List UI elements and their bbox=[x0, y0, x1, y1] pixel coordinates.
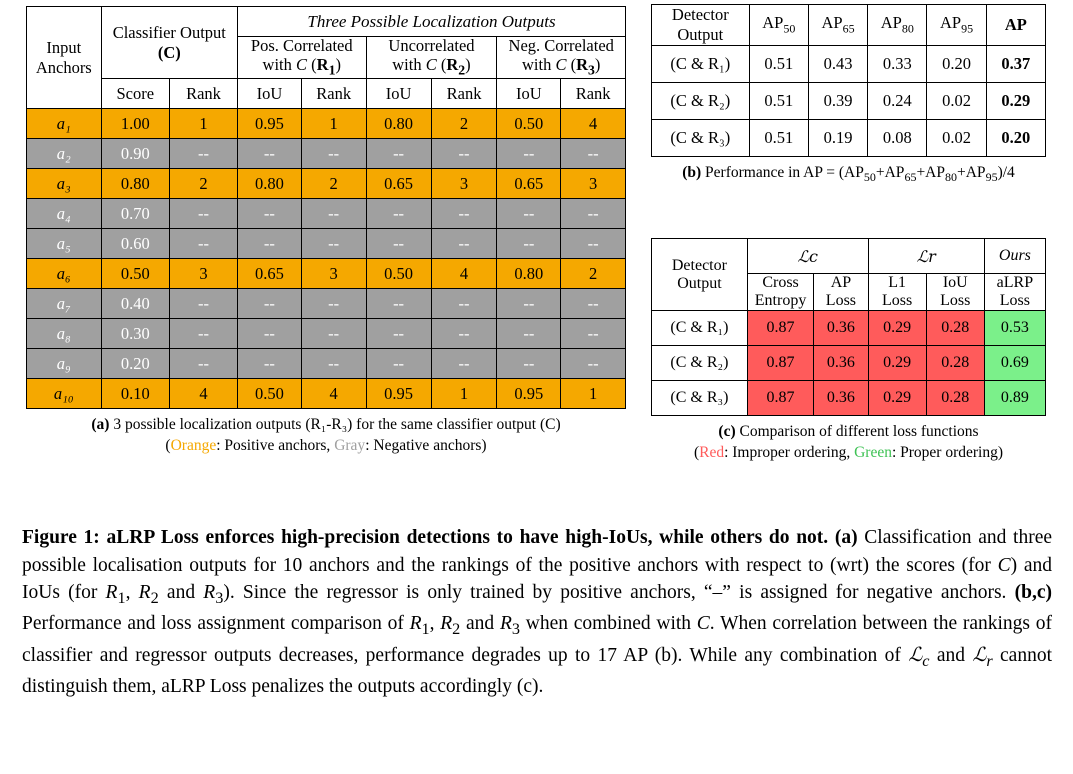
rank-r3: 1 bbox=[561, 379, 626, 409]
anchor-label: a₈ bbox=[27, 319, 102, 349]
header-rank-2: Rank bbox=[431, 79, 497, 109]
cross-entropy-value: 0.87 bbox=[747, 346, 813, 381]
score-value: 0.50 bbox=[101, 259, 169, 289]
ap-value: 0.37 bbox=[986, 46, 1045, 83]
alrp-loss-value: 0.69 bbox=[984, 346, 1045, 381]
classifier-rank: -- bbox=[170, 139, 238, 169]
anchor-label: a₉ bbox=[27, 349, 102, 379]
rank-r2: 2 bbox=[431, 109, 497, 139]
header-rank-1: Rank bbox=[301, 79, 366, 109]
header-ce-line1: Cross bbox=[762, 274, 799, 291]
header-loc-r1-line1: Pos. Correlated bbox=[250, 36, 353, 55]
classifier-rank: -- bbox=[170, 319, 238, 349]
iou-r3: -- bbox=[497, 319, 561, 349]
rank-r2: -- bbox=[431, 349, 497, 379]
subfigure-b bbox=[651, 4, 1046, 185]
ap50-value: 0.51 bbox=[749, 83, 808, 120]
anchor-label: a₃ bbox=[27, 169, 102, 199]
header-ap-line1: AP bbox=[830, 274, 852, 291]
header-ap50: $AP_{50}$ bbox=[749, 5, 808, 46]
ap95-value: 0.02 bbox=[927, 120, 986, 157]
iou-r1: 0.80 bbox=[238, 169, 302, 199]
rank-r3: 3 bbox=[561, 169, 626, 199]
header-input-anchors-line1: Input bbox=[46, 37, 82, 57]
loss-comparison-body bbox=[652, 311, 1046, 416]
iou-r3: -- bbox=[497, 139, 561, 169]
rank-r1: 1 bbox=[301, 109, 366, 139]
ap80-value: 0.24 bbox=[868, 83, 927, 120]
iou-r2: -- bbox=[366, 229, 431, 259]
iou-r2: -- bbox=[366, 349, 431, 379]
subfigure-a-caption bbox=[26, 415, 626, 457]
iou-r2: -- bbox=[366, 319, 431, 349]
iou-r2: 0.65 bbox=[366, 169, 431, 199]
header-group-lc: ℒc bbox=[747, 239, 868, 274]
rank-r1: 4 bbox=[301, 379, 366, 409]
legend-gray: Gray bbox=[334, 437, 366, 454]
detector-output-label: (C & R₁) bbox=[652, 46, 750, 83]
header-input-anchors bbox=[27, 7, 102, 109]
classifier-rank: 3 bbox=[170, 259, 238, 289]
alrp-loss-value: 0.53 bbox=[984, 311, 1045, 346]
table-row bbox=[27, 259, 626, 289]
ap80-value: 0.33 bbox=[868, 46, 927, 83]
header-detector-line2: Output bbox=[677, 274, 722, 292]
header-ap-line2: Loss bbox=[825, 292, 857, 309]
rank-r1: -- bbox=[301, 199, 366, 229]
header-ap65: $AP_{65}$ bbox=[808, 5, 867, 46]
header-loc-r1-line2: with C $(R_1)$ bbox=[262, 54, 341, 78]
rank-r1: -- bbox=[301, 319, 366, 349]
l1-loss-value: 0.29 bbox=[868, 346, 926, 381]
classifier-rank: -- bbox=[170, 289, 238, 319]
header-iou-1: IoU bbox=[238, 79, 302, 109]
header-iou-2: IoU bbox=[366, 79, 431, 109]
iou-r3: 0.50 bbox=[497, 109, 561, 139]
table-header-row-1 bbox=[27, 7, 626, 37]
header-cross-entropy bbox=[747, 274, 813, 311]
header-ap80: $AP_{80}$ bbox=[868, 5, 927, 46]
figure-caption-a-label: (a) bbox=[834, 527, 858, 548]
subfigure-b-caption: (b) Performance in AP = $(AP_{50}+AP_{65}+AP_{80}+AP_{95})/4$ bbox=[682, 164, 1015, 185]
classifier-rank: -- bbox=[170, 349, 238, 379]
ap-loss-value: 0.36 bbox=[814, 381, 868, 416]
iou-r3: 0.80 bbox=[497, 259, 561, 289]
iou-r2: 0.80 bbox=[366, 109, 431, 139]
anchor-label: a₂ bbox=[27, 139, 102, 169]
header-alrp-loss bbox=[984, 274, 1045, 311]
subfigure-a bbox=[26, 6, 626, 457]
rank-r1: -- bbox=[301, 139, 366, 169]
score-value: 0.60 bbox=[101, 229, 169, 259]
iou-r3: -- bbox=[497, 199, 561, 229]
header-iou-3: IoU bbox=[497, 79, 561, 109]
l1-loss-value: 0.29 bbox=[868, 381, 926, 416]
legend-red: Red bbox=[699, 443, 725, 461]
header-detector-output bbox=[652, 5, 750, 46]
iou-r2: 0.95 bbox=[366, 379, 431, 409]
table-row bbox=[652, 346, 1046, 381]
figure-caption-bc-text: Performance and loss assignment comparison of $R_1$, $R_2$ and $R_3$ when combined with C. When correlation between the rankings of classifier and regressor outputs decreases, performance degrades up to 17 AP (b). While any combination of ℒ$_c$ and ℒ$_r$ cannot distinguish them, aLRP Loss penalizes the outputs accordingly (c). bbox=[22, 613, 1053, 698]
rank-r2: -- bbox=[431, 319, 497, 349]
header-classifier-symbol: (C) bbox=[157, 42, 181, 62]
iou-r2: -- bbox=[366, 139, 431, 169]
iou-r1: -- bbox=[238, 289, 302, 319]
rank-r3: -- bbox=[561, 289, 626, 319]
header-crank: Rank bbox=[170, 79, 238, 109]
subfigure-a-caption-main: (a) 3 possible localization outputs (R₁-R₃) for the same classifier output (C) bbox=[91, 416, 561, 434]
rank-r3: 2 bbox=[561, 259, 626, 289]
iou-r1: -- bbox=[238, 349, 302, 379]
table-header-row-3 bbox=[27, 79, 626, 109]
anchor-label: a₅ bbox=[27, 229, 102, 259]
header-l1-line1: L1 bbox=[888, 274, 907, 291]
header-detector-line1: Detector bbox=[671, 5, 729, 24]
iou-r1: 0.65 bbox=[238, 259, 302, 289]
header-loc-r2-line2: with C $(R_2)$ bbox=[392, 54, 471, 78]
iou-r2: -- bbox=[366, 289, 431, 319]
table-row bbox=[27, 379, 626, 409]
classifier-rank: -- bbox=[170, 199, 238, 229]
rank-r3: -- bbox=[561, 349, 626, 379]
figure-caption bbox=[22, 524, 1052, 701]
rank-r1: -- bbox=[301, 289, 366, 319]
table-row bbox=[27, 139, 626, 169]
classifier-rank: 4 bbox=[170, 379, 238, 409]
rank-r1: -- bbox=[301, 229, 366, 259]
header-l1-loss bbox=[868, 274, 926, 311]
header-classifier-output bbox=[101, 7, 237, 79]
score-value: 0.40 bbox=[101, 289, 169, 319]
legend-green: Green bbox=[854, 443, 892, 461]
iou-r1: -- bbox=[238, 139, 302, 169]
header-localization-group: Three Possible Localization Outputs bbox=[238, 7, 626, 37]
header-rank-3: Rank bbox=[561, 79, 626, 109]
ap-value: 0.29 bbox=[986, 83, 1045, 120]
header-input-anchors-line2: Anchors bbox=[35, 57, 92, 77]
iou-r1: -- bbox=[238, 229, 302, 259]
ap95-value: 0.02 bbox=[927, 83, 986, 120]
detector-output-label: (C & R₂) bbox=[652, 346, 748, 381]
cross-entropy-value: 0.87 bbox=[747, 381, 813, 416]
anchor-table-body bbox=[27, 109, 626, 409]
header-detector-line2: Output bbox=[677, 25, 724, 44]
ap50-value: 0.51 bbox=[749, 46, 808, 83]
figure-caption-bc-label: (b,c) bbox=[1014, 582, 1052, 604]
subfigure-c-caption-legend: (Red: Improper ordering, Green: Proper ordering) bbox=[693, 443, 1004, 461]
header-l1-line2: Loss bbox=[882, 292, 913, 309]
score-value: 0.90 bbox=[101, 139, 169, 169]
ap-value: 0.20 bbox=[986, 120, 1045, 157]
table-row bbox=[27, 169, 626, 199]
table-row bbox=[652, 120, 1046, 157]
header-loc-r3 bbox=[497, 37, 626, 79]
subfigure-a-caption-legend: (Orange: Positive anchors, Gray: Negative anchors) bbox=[165, 437, 487, 454]
l1-loss-value: 0.29 bbox=[868, 311, 926, 346]
figure-caption-title: aLRP Loss enforces high-precision detections to have high-IoUs, while others do not. bbox=[106, 527, 829, 548]
header-group-lr: ℒr bbox=[868, 239, 984, 274]
rank-r3: -- bbox=[561, 139, 626, 169]
table-header-row-1 bbox=[652, 239, 1046, 274]
header-ap: AP bbox=[986, 5, 1045, 46]
subfigure-c-caption bbox=[651, 422, 1046, 464]
header-ap95: $AP_{95}$ bbox=[927, 5, 986, 46]
ap95-value: 0.20 bbox=[927, 46, 986, 83]
ap-loss-value: 0.36 bbox=[814, 346, 868, 381]
table-row bbox=[652, 381, 1046, 416]
anchor-table bbox=[26, 6, 626, 409]
header-loc-r3-line1: Neg. Correlated bbox=[508, 36, 614, 55]
score-value: 0.70 bbox=[101, 199, 169, 229]
header-iouloss-line2: Loss bbox=[940, 292, 971, 309]
score-value: 0.10 bbox=[101, 379, 169, 409]
header-iouloss-line1: IoU bbox=[942, 274, 968, 291]
header-classifier-output-text: Classifier Output bbox=[112, 22, 226, 42]
iou-r1: -- bbox=[238, 199, 302, 229]
rank-r2: -- bbox=[431, 229, 497, 259]
cross-entropy-value: 0.87 bbox=[747, 311, 813, 346]
classifier-rank: 2 bbox=[170, 169, 238, 199]
header-loc-r2 bbox=[366, 37, 497, 79]
loss-comparison-table bbox=[651, 238, 1046, 416]
anchor-label: a₆ bbox=[27, 259, 102, 289]
header-alrp-line1: aLRP bbox=[996, 274, 1034, 291]
iou-r3: -- bbox=[497, 349, 561, 379]
detector-output-label: (C & R₂) bbox=[652, 83, 750, 120]
anchor-label: a₄ bbox=[27, 199, 102, 229]
ap65-value: 0.19 bbox=[808, 120, 867, 157]
table-row bbox=[27, 109, 626, 139]
rank-r2: -- bbox=[431, 289, 497, 319]
score-value: 0.30 bbox=[101, 319, 169, 349]
iou-r3: -- bbox=[497, 229, 561, 259]
header-detector-line1: Detector bbox=[671, 256, 727, 274]
iou-r3: -- bbox=[497, 289, 561, 319]
ap65-value: 0.43 bbox=[808, 46, 867, 83]
table-header-row bbox=[652, 5, 1046, 46]
iou-loss-value: 0.28 bbox=[926, 381, 984, 416]
header-loc-r1 bbox=[238, 37, 366, 79]
score-value: 1.00 bbox=[101, 109, 169, 139]
table-row bbox=[652, 83, 1046, 120]
rank-r2: 1 bbox=[431, 379, 497, 409]
rank-r1: -- bbox=[301, 349, 366, 379]
table-row bbox=[27, 349, 626, 379]
iou-r2: 0.50 bbox=[366, 259, 431, 289]
iou-r1: 0.50 bbox=[238, 379, 302, 409]
ap65-value: 0.39 bbox=[808, 83, 867, 120]
rank-r2: -- bbox=[431, 139, 497, 169]
rank-r1: 2 bbox=[301, 169, 366, 199]
table-row bbox=[652, 46, 1046, 83]
table-row bbox=[27, 229, 626, 259]
rank-r3: -- bbox=[561, 229, 626, 259]
iou-loss-value: 0.28 bbox=[926, 346, 984, 381]
header-ce-line2: Entropy bbox=[754, 292, 807, 309]
ap80-value: 0.08 bbox=[868, 120, 927, 157]
ap-performance-body bbox=[652, 46, 1046, 157]
legend-orange: Orange bbox=[170, 437, 217, 454]
iou-r1: -- bbox=[238, 319, 302, 349]
detector-output-label: (C & R₁) bbox=[652, 311, 748, 346]
classifier-rank: -- bbox=[170, 229, 238, 259]
figure-caption-a-text: Classification and three possible localisation outputs for 10 anchors and the rankings of the positive anchors with respect to (wrt) the scores (for C) and IoUs (for $R_1$, $R_2$ and $R_3$). Since the regressor is only trained by positive anchors, “–” is assigned for negative anchors. bbox=[22, 527, 1052, 608]
alrp-loss-value: 0.89 bbox=[984, 381, 1045, 416]
header-loc-r3-line2: with C $(R_3)$ bbox=[522, 54, 601, 78]
ap-loss-value: 0.36 bbox=[814, 311, 868, 346]
ap50-value: 0.51 bbox=[749, 120, 808, 157]
subfigure-c bbox=[651, 238, 1046, 464]
anchor-label: a₁ bbox=[27, 109, 102, 139]
table-row bbox=[27, 199, 626, 229]
detector-output-label: (C & R₃) bbox=[652, 120, 750, 157]
classifier-rank: 1 bbox=[170, 109, 238, 139]
table-row bbox=[652, 311, 1046, 346]
iou-r3: 0.95 bbox=[497, 379, 561, 409]
detector-output-label: (C & R₃) bbox=[652, 381, 748, 416]
score-value: 0.20 bbox=[101, 349, 169, 379]
header-alrp-line2: Loss bbox=[999, 292, 1031, 309]
rank-r3: 4 bbox=[561, 109, 626, 139]
anchor-label: a₁₀ bbox=[27, 379, 102, 409]
header-detector-output bbox=[652, 239, 748, 311]
anchor-label: a₇ bbox=[27, 289, 102, 319]
rank-r1: 3 bbox=[301, 259, 366, 289]
rank-r3: -- bbox=[561, 199, 626, 229]
table-row bbox=[27, 289, 626, 319]
rank-r3: -- bbox=[561, 319, 626, 349]
header-score: Score bbox=[101, 79, 169, 109]
subfigure-c-caption-main: (c) Comparison of different loss functions bbox=[718, 423, 979, 440]
iou-r2: -- bbox=[366, 199, 431, 229]
ap-performance-table bbox=[651, 4, 1046, 157]
header-iou-loss bbox=[926, 274, 984, 311]
score-value: 0.80 bbox=[101, 169, 169, 199]
iou-r1: 0.95 bbox=[238, 109, 302, 139]
iou-loss-value: 0.28 bbox=[926, 311, 984, 346]
header-ap-loss bbox=[814, 274, 868, 311]
header-loc-r2-line1: Uncorrelated bbox=[388, 36, 475, 55]
rank-r2: 4 bbox=[431, 259, 497, 289]
rank-r2: -- bbox=[431, 199, 497, 229]
table-row bbox=[27, 319, 626, 349]
header-group-ours: Ours bbox=[984, 239, 1045, 274]
iou-r3: 0.65 bbox=[497, 169, 561, 199]
figure-caption-label: Figure 1: bbox=[22, 527, 107, 548]
rank-r2: 3 bbox=[431, 169, 497, 199]
